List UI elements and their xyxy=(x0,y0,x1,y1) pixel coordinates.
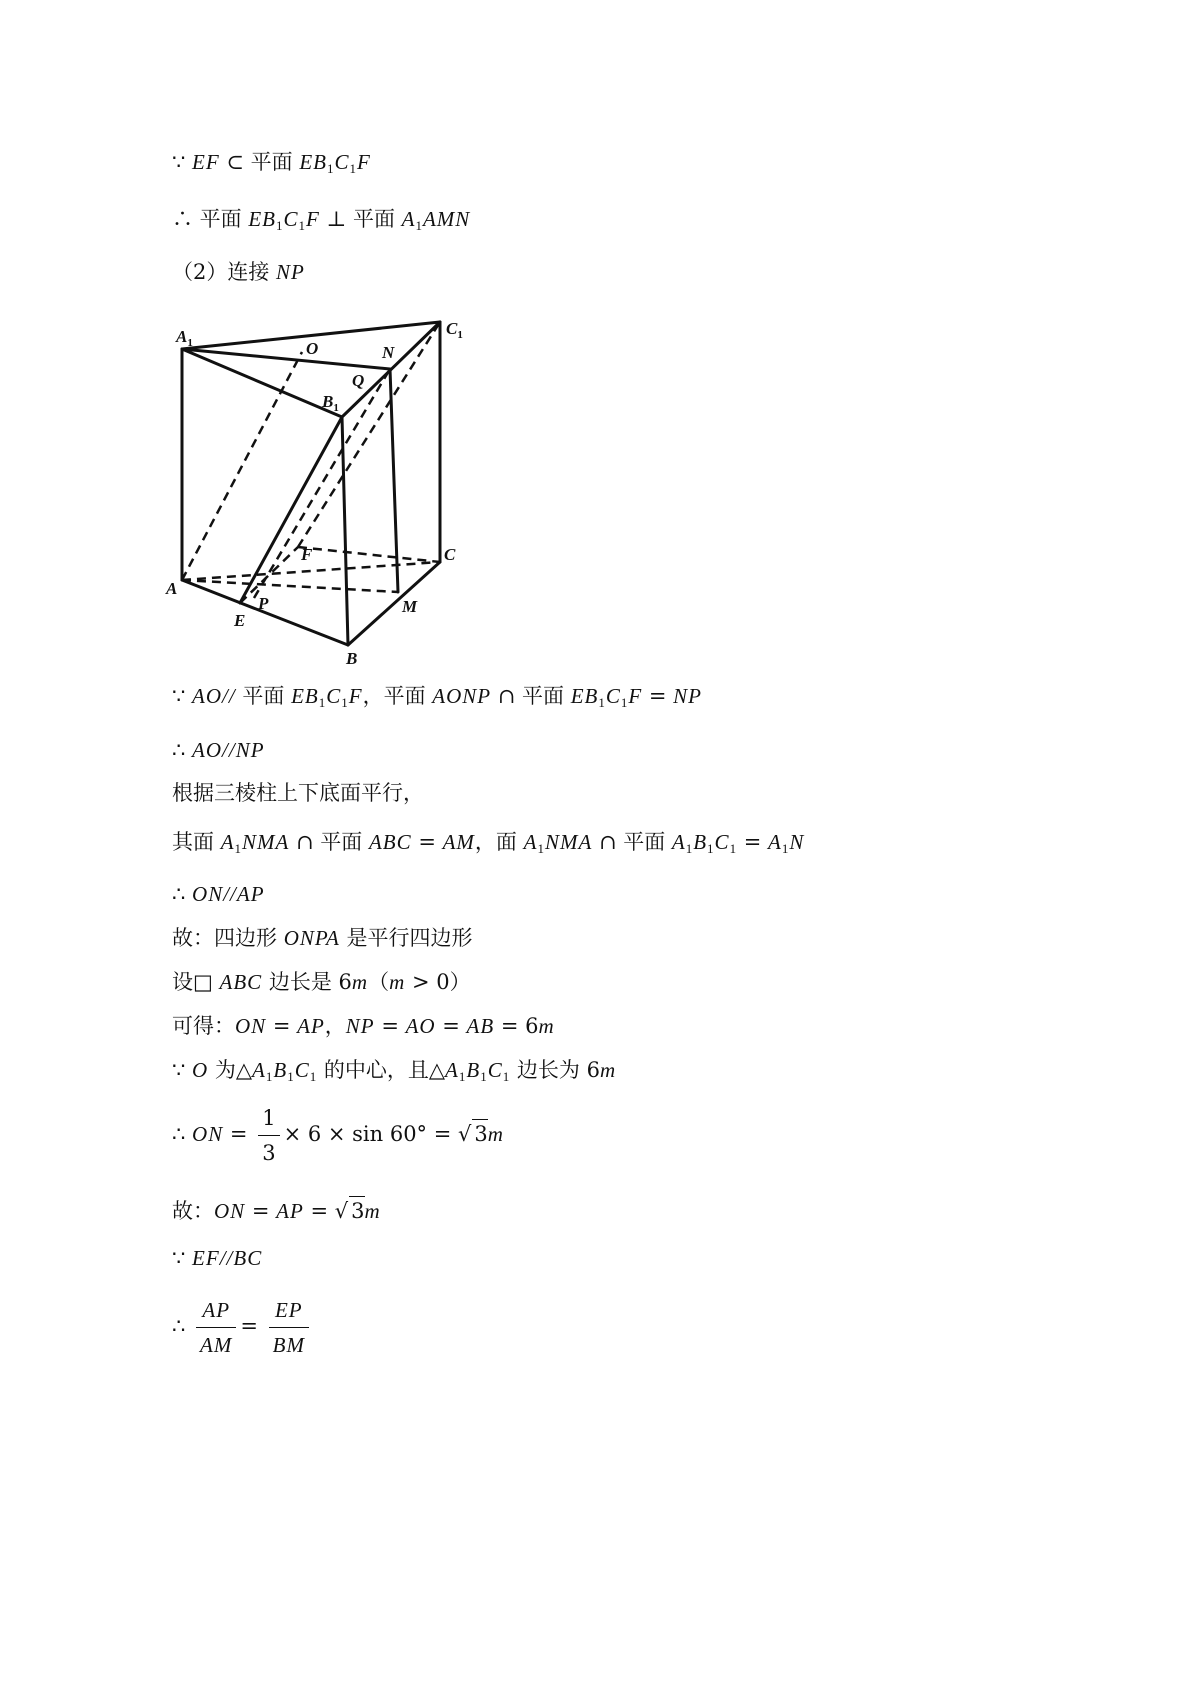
label-P: P xyxy=(258,594,269,613)
label-M: M xyxy=(402,597,418,616)
fraction-one-third: $\frac{1}{3}$ xyxy=(258,1104,279,1167)
label-C1: $C_1$ xyxy=(446,319,463,341)
label-C: C xyxy=(444,545,456,564)
prism-diagram xyxy=(166,319,520,722)
proof-line-4: ∵ AO// 平面 $EB_1C_1F$，平面 AONP ∩ 平面 $EB_1C_1F$ = NP xyxy=(172,684,703,710)
proof-line-7: 其面 $A_1NMA$ ∩ 平面 ABC = AM，面 $A_1NMA$ ∩ 平面 $A_1B_1C_1 = A_1N$ xyxy=(172,830,805,856)
label-A: A xyxy=(166,579,178,598)
proof-line-8: ∴ ON//AP xyxy=(172,882,265,906)
proof-line-12: ∵ O 为$\triangle A_1B_1C_1$ 的中心，且$\triangle A_1B_1C_1$ 边长为 6m xyxy=(172,1058,617,1084)
label-N: N xyxy=(382,343,395,362)
proof-line-16: ∴ $\frac{AP}{AM}$ = $\frac{EP}{BM}$ xyxy=(172,1296,313,1359)
proof-line-5: ∴ AO//NP xyxy=(172,738,265,762)
fraction-ep-bm: $\frac{EP}{BM}$ xyxy=(269,1296,309,1359)
proof-line-1: ∵ EF ⊂ 平面 $EB_1C_1F$ xyxy=(172,150,371,176)
label-E: E xyxy=(234,611,246,630)
proof-line-9: 故：四边形 ONPA 是平行四边形 xyxy=(172,926,473,950)
label-F: F xyxy=(301,545,313,564)
proof-line-15: ∵ EF//BC xyxy=(172,1246,263,1270)
label-A1: $A_1$ xyxy=(176,327,193,349)
proof-line-14: 故：ON = AP = √ 3m xyxy=(172,1196,381,1225)
proof-line-13: ∴ ON = $\frac{1}{3}$ × 6 × sin 60° = √ 3m xyxy=(172,1106,504,1165)
label-B1: $B_1$ xyxy=(322,392,339,414)
proof-line-10: 设□ ABC 边长是 6m（m > 0） xyxy=(172,970,471,994)
label-O: O xyxy=(306,339,319,358)
proof-line-6: 根据三棱柱上下底面平行， xyxy=(172,781,424,805)
part-2-heading: （2）连接 NP xyxy=(172,260,305,284)
fraction-ap-am: $\frac{AP}{AM}$ xyxy=(196,1296,236,1359)
label-Q: Q xyxy=(352,371,365,390)
label-B: B xyxy=(346,649,358,668)
proof-line-11: 可得：ON = AP，NP = AO = AB = 6m xyxy=(172,1014,555,1038)
proof-line-2: ∴ 平面 $EB_1C_1F$ ⊥ 平面 $A_1AMN$ xyxy=(172,207,471,233)
